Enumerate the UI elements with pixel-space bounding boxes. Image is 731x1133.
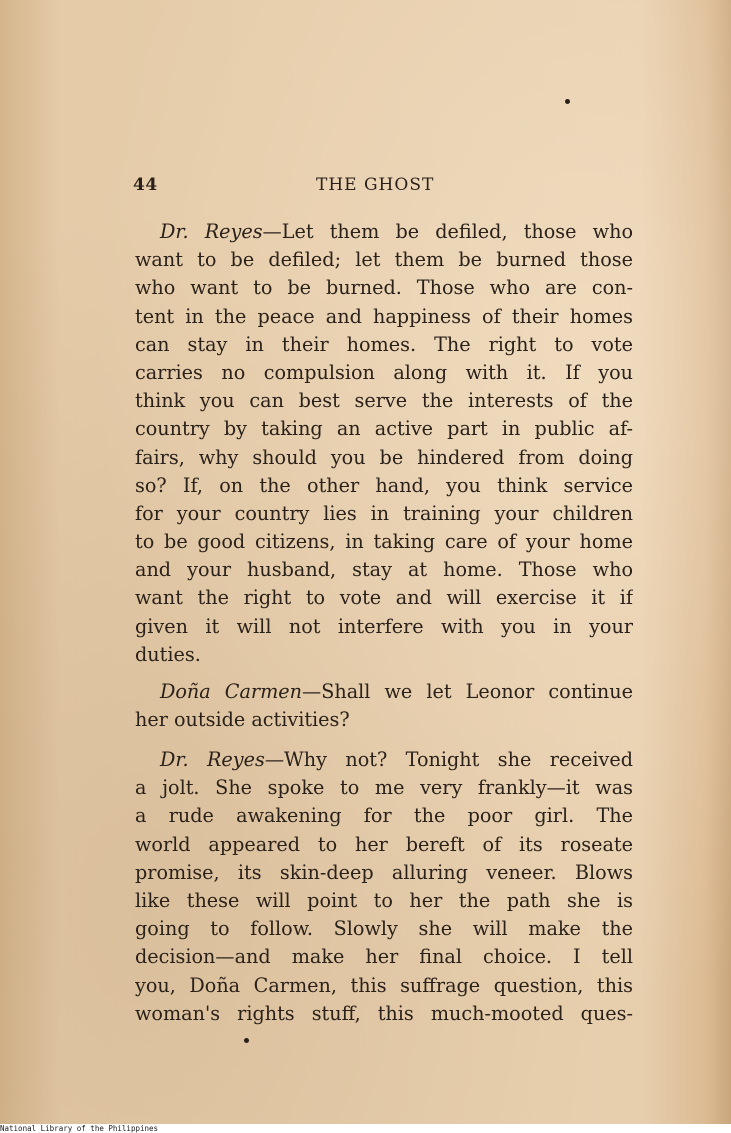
text-line: country by taking an active part in public af- <box>135 417 633 441</box>
scan-credit: National Library of the Philippines <box>0 1124 731 1133</box>
text-line: tent in the peace and happiness of their homes <box>135 304 633 328</box>
text-line: woman's rights stuff, this much-mooted ques- <box>135 1001 633 1025</box>
text-line: her outside activities? <box>135 708 350 732</box>
text-line: carries no compulsion along with it. If you <box>135 360 633 384</box>
ink-speck <box>565 99 570 104</box>
text-line: so? If, on the other hand, you think service <box>135 473 633 497</box>
running-title: THE GHOST <box>316 175 435 195</box>
text-line: you, Doña Carmen, this suffrage question, this <box>135 973 633 997</box>
page-header <box>133 175 633 199</box>
text-line: to be good citizens, in taking care of your home <box>135 530 633 554</box>
text-line: promise, its skin-deep alluring veneer. Blows <box>135 860 633 884</box>
speaker-name: Dr. Reyes <box>160 220 263 243</box>
text-line: going to follow. Slowly she will make the <box>135 917 633 941</box>
page-number: 44 <box>133 175 158 195</box>
text-line: want to be defiled; let them be burned those <box>135 248 633 272</box>
text-line: a jolt. She spoke to me very frankly—it was <box>135 776 633 800</box>
paragraph-1 <box>135 218 633 669</box>
text-line: decision—and make her final choice. I tell <box>135 945 633 969</box>
text-line: think you can best serve the interests of the <box>135 389 633 413</box>
text-line: a rude awakening for the poor girl. The <box>135 804 633 828</box>
speaker-name: Doña Carmen <box>160 680 303 703</box>
text-line: fairs, why should you be hindered from doing <box>135 445 633 469</box>
paragraph-2 <box>135 678 633 734</box>
text-line: can stay in their homes. The right to vote <box>135 332 633 356</box>
text-line: world appeared to her bereft of its roseate <box>135 832 633 856</box>
text-line: Dr. Reyes—Let them be defiled, those who <box>160 220 633 243</box>
text-line: and your husband, stay at home. Those who <box>135 558 633 582</box>
text-line: like these will point to her the path she is <box>135 888 633 912</box>
text-line: Doña Carmen—Shall we let Leonor continue <box>160 680 633 703</box>
ink-speck <box>244 1038 249 1043</box>
text-line: Dr. Reyes—Why not? Tonight she received <box>160 748 633 771</box>
text-line: given it will not interfere with you in your <box>135 614 633 638</box>
text-line: for your country lies in training your children <box>135 501 633 525</box>
text-line: duties. <box>135 642 201 666</box>
text-line: want the right to vote and will exercise it if <box>135 586 633 610</box>
text-line: who want to be burned. Those who are con- <box>135 276 633 300</box>
speaker-name: Dr. Reyes <box>160 748 265 771</box>
paragraph-3 <box>135 746 633 1028</box>
